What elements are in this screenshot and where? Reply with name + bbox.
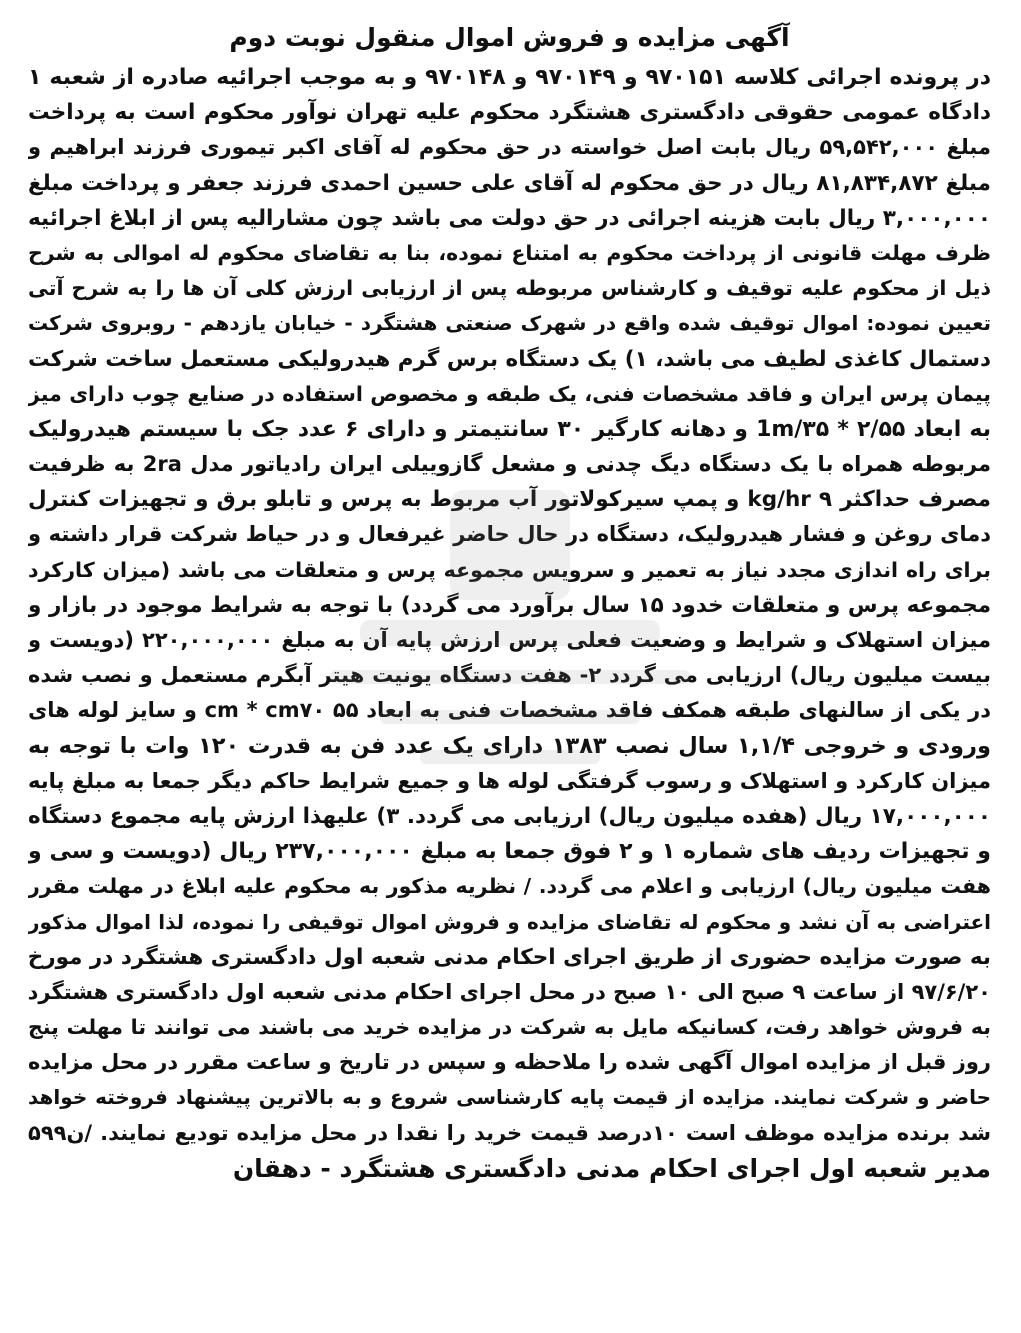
notice-line: ۳,۰۰۰,۰۰۰ ریال بابت هزینه اجرائی در حق دولت می باشد چون مشارالیه پس از ابلاغ اجرائیه [28,205,991,231]
notice-line: برای راه اندازی مجدد نیاز به تعمیر و سرویس مجموعه پرس و متعلقات می باشد (میزان کارکرد [28,557,991,582]
notice-line: ۹۷/۶/۲۰ از ساعت ۹ صبح الی ۱۰ صبح در محل اجرای احکام مدنی شعبه اول دادگستری هشتگرد [28,979,991,1004]
notice-body [28,60,991,1186]
notice-line: شد برنده مزایده موظف است ۱۰درصد قیمت خرید را نقدا در محل مزایده تودیع نمایند. /ن۵۹۹ [28,1120,991,1145]
notice-title: آگهی مزایده و فروش اموال منقول نوبت دوم [229,23,790,52]
notice-line: ظرف مهلت قانونی از پرداخت محکوم به امتناع نموده، بنا به تقاضای محکوم له اموالی به شرح [28,240,991,265]
notice-line: پیمان پرس ایران و فاقد مشخصات فنی، یک طبقه و مخصوص استفاده در صنایع چوب دارای میز [28,381,991,406]
notice-line: در پرونده اجرائی کلاسه ۹۷۰۱۵۱ و ۹۷۰۱۴۹ و ۹۷۰۱۴۸ و به موجب اجرائیه صادره از شعبه ۱ [28,65,991,90]
notice-line: ذیل از محکوم علیه توقیف و کارشناس مربوطه پس از ارزیابی ارزش کلی آن ها را به شرح آتی [28,276,991,301]
notice-line: مجموعه پرس و متعلقات خدود ۱۵ سال برآورد می گردد) با توجه به شرایط موجود در بازار و [28,592,991,618]
notice-line: ورودی و خروجی ۱,۱/۴ سال نصب ۱۳۸۳ دارای یک عدد فن به قدرت ۱۲۰ وات با توجه به [28,732,991,759]
notice-line: میزان استهلاک و شرایط و وضعیت فعلی پرس ارزش پایه آن به مبلغ ۲۲۰,۰۰۰,۰۰۰ (دویست و [28,628,991,652]
notice-line: به صورت مزایده حضوری از طریق اجرای احکام مدنی شعبه اول دادگستری هشتگرد در مورخ [28,944,991,970]
notice-line: هفت میلیون ریال) ارزیابی و اعلام می گردد. / نظریه مذکور به محکوم علیه ابلاغ در مهلت مقرر [28,874,991,899]
notice-line: دستمال کاغذی لطیف می باشد، ۱) یک دستگاه برس گرم هیدرولیکی مستعمل ساخت شرکت [28,346,991,372]
notice-line: حاضر و شرکت نمایند. مزایده از قیمت پایه کارشناسی شروع و به بالاترین پیشنهاد فروخته خواهد [28,1085,991,1110]
notice-line: به فروش خواهد رفت، کسانیکه مایل به شرکت در مزایده خرید می باشند می توانند تا مهلت پنج [28,1015,991,1040]
notice-line: دادگاه عمومی حقوقی دادگستری هشتگرد محکوم علیه تهران نوآور محکوم است به پرداخت [28,100,991,126]
notice-line: به ابعاد ۲/۵۵ * 1m/۳۵ و دهانه کارگیر ۳۰ سانتیمتر و دارای ۶ عدد جک با سیستم هیدرولیک [28,416,991,442]
notice-line: روز قبل از مزایده اموال آگهی شده را ملاحظه و سپس در تاریخ و ساعت مقرر در محل مزایده [28,1050,991,1075]
notice-line: میزان کارکرد و استهلاک و رسوب گرفتگی لوله ها و جمیع شرایط حاکم دیگر جمعا به مبلغ پایه [28,768,991,793]
notice-line: مصرف حداکثر kg/hr ۹ و پمپ سیرکولاتور آب مربوط به پرس و تابلو برق و تجهیزات کنترل [28,487,991,513]
notice-line: بیست میلیون ریال) ارزیابی می گردد ۲- هفت دستگاه یونیت هیتر آبگرم مستعمل و نصب شده [28,663,991,688]
notice-line: و تجهیزات ردیف های شماره ۱ و ۲ فوق جمعا به مبلغ ۲۳۷,۰۰۰,۰۰۰ ریال (دویست و سی و [28,839,991,865]
notice-line: مربوطه همراه با یک دستگاه دیگ چدنی و مشعل گازوییلی ایران رادیاتور مدل 2ra به ظرفیت [28,452,991,477]
notice-line: ۱۷,۰۰۰,۰۰۰ ریال (هفده میلیون ریال) ارزیابی می گردد. ۳) علیهذا ارزش پایه مجموع دستگاه [28,803,991,829]
notice-line: تعیین نموده: اموال توقیف شده واقع در شهرک صنعتی هشتگرد - خیابان یازدهم - روبروی شرکت [28,311,991,336]
notice-signature: مدیر شعبه اول اجرای احکام مدنی دادگستری هشتگرد - دهقان [232,1153,991,1183]
notice-line: دمای روغن و فشار هیدرولیک، دستگاه در حال حاضر غیرفعال و در حیاط شرکت قرار داشته و [28,522,991,547]
notice-line: در یکی از سالنهای طبقه همکف فاقد مشخصات فنی به ابعاد ۵۵ cm * cm۷۰ و سایز لوله های [28,698,991,723]
notice-line: مبلغ ۸۱,۸۳۴,۸۷۲ ریال در حق محکوم له آقای علی حسین احمدی فرزند جعفر و پرداخت مبلغ [28,170,991,196]
notice-line: اعتراضی به آن نشد و محکوم له تقاضای مزایده و فروش اموال توقیفی را نموده، لذا اموال مذکور [28,909,991,934]
notice-line: مبلغ ۵۹,۵۴۲,۰۰۰ ریال بابت اصل خواسته در حق محکوم له آقای اکبر تیموری فرزند ابراهیم و [28,135,991,160]
